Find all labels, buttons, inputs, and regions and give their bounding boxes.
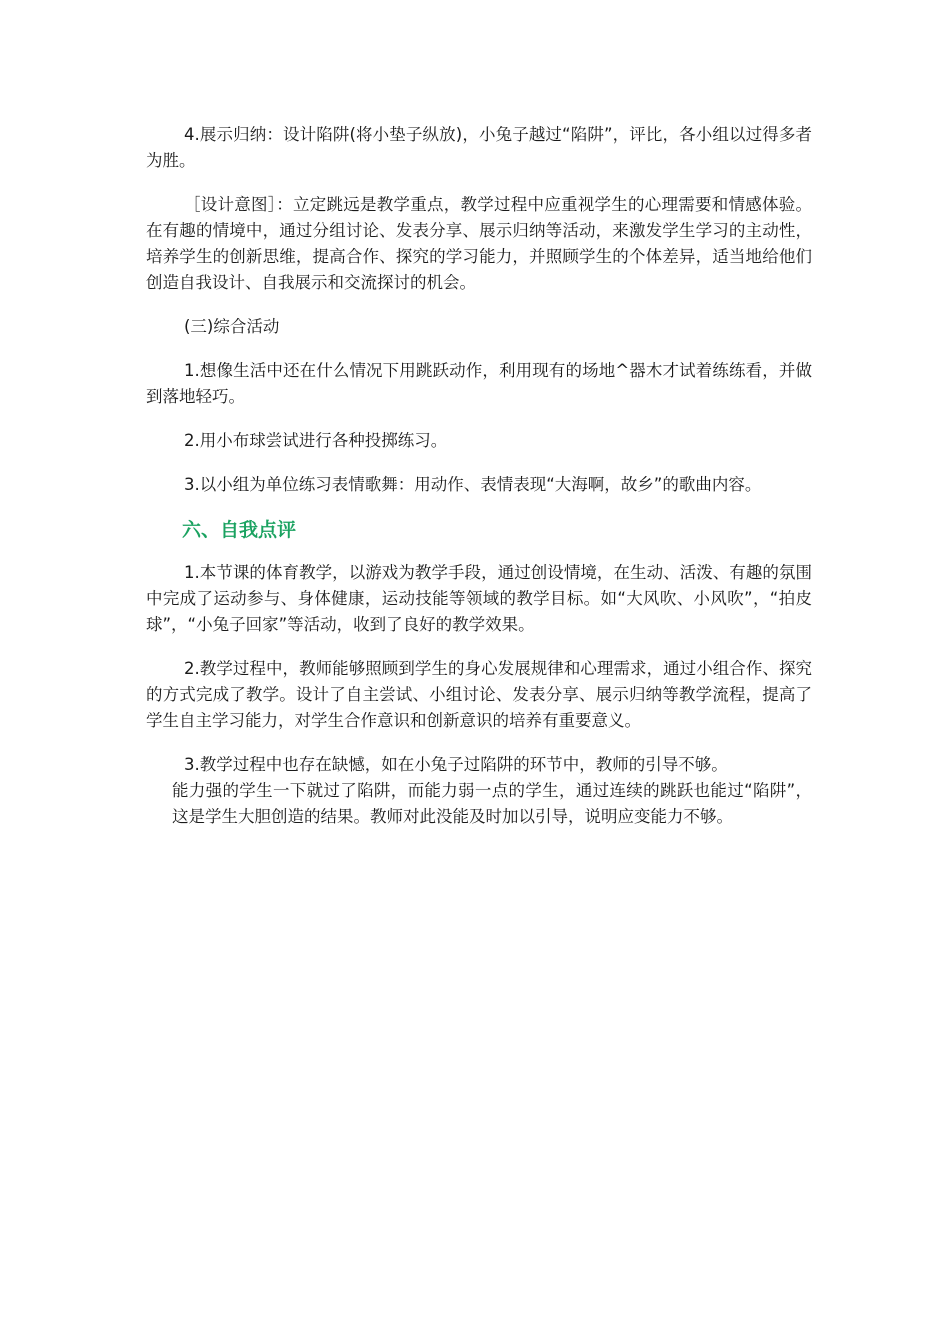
paragraph-review-1: 1.本节课的体育教学，以游戏为教学手段，通过创设情境，在生动、活泼、有趣的氛围中完成了运动参与、身体健康，运动技能等领域的教学目标。如“大风吹、小风吹”，“拍皮球”，“小兔子回家”等活动，收到了良好的教学效果。 bbox=[146, 563, 812, 634]
paragraph-section-title-comprehensive: (三)综合活动 bbox=[184, 317, 280, 336]
paragraph-review-3-rest: 能力强的学生一下就过了陷阱，而能力弱一点的学生，通过连续的跳跃也能过“陷阱”，这是学生大胆创造的结果。教师对此没能及时加以引导，说明应变能力不够。 bbox=[172, 781, 812, 826]
paragraph-display-summary: 4.展示归纳：设计陷阱(将小垫子纵放)，小兔子越过“陷阱”，评比，各小组以过得多者为胜。 bbox=[146, 125, 812, 170]
paragraph-review-3-lead: 3.教学过程中也存在缺憾，如在小兔子过陷阱的环节中，教师的引导不够。 bbox=[184, 755, 728, 774]
paragraph-activity-2: 2.用小布球尝试进行各种投掷练习。 bbox=[184, 431, 448, 450]
document-page bbox=[146, 122, 812, 848]
paragraph-design-intent: ［设计意图］：立定跳远是教学重点，教学过程中应重视学生的心理需要和情感体验。在有趣的情境中，通过分组讨论、发表分享、展示归纳等活动，来激发学生学习的主动性，培养学生的创新思维，提高合作、探究的学习能力，并照顾学生的个体差异，适当地给他们创造自我设计、自我展示和交流探讨的机会。 bbox=[146, 195, 812, 292]
section-heading-self-review: 六、自我点评 bbox=[182, 519, 297, 541]
paragraph-activity-3: 3.以小组为单位练习表情歌舞：用动作、表情表现“大海啊，故乡”的歌曲内容。 bbox=[184, 475, 762, 494]
paragraph-review-3 bbox=[146, 752, 812, 830]
paragraph-review-2: 2.教学过程中，教师能够照顾到学生的身心发展规律和心理需求，通过小组合作、探究的方式完成了教学。设计了自主尝试、小组讨论、发表分享、展示归纳等教学流程，提高了学生自主学习能力，对学生合作意识和创新意识的培养有重要意义。 bbox=[146, 659, 812, 730]
paragraph-activity-1: 1.想像生活中还在什么情况下用跳跃动作，利用现有的场地^器木才试着练练看，并做到落地轻巧。 bbox=[146, 361, 812, 406]
